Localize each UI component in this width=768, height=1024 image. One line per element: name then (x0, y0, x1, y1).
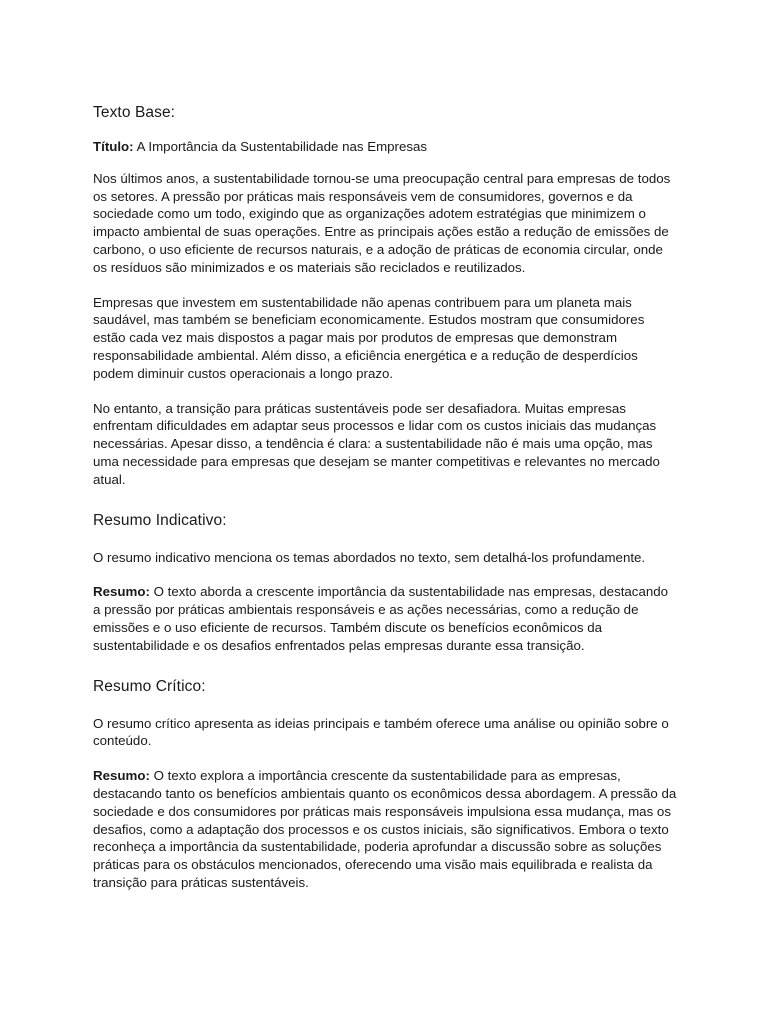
titulo-text: A Importância da Sustentabilidade nas Empresas (133, 139, 428, 154)
resumo-indicativo-heading: Resumo Indicativo: (93, 511, 227, 529)
titulo-line (93, 138, 677, 156)
resumo-critico-description: O resumo crítico apresenta as ideias principais e também oferece uma análise ou opinião sobre o conteúdo. (93, 715, 669, 749)
document-page (93, 104, 677, 892)
resumo-critico-section (93, 678, 677, 892)
texto-base-paragraph-3: No entanto, a transição para práticas sustentáveis pode ser desafiadora. Muitas empresas enfrentam dificuldades em adaptar seus processos e lidar com os custos iniciais das mudanças necessárias. Apesar disso, a tendência é clara: a sustentabilidade não é mais uma opção, mas uma necessidade para empresas que desejam se manter competitivas e relevantes no mercado atual. (93, 400, 660, 487)
resumo-critico-label: Resumo: (93, 768, 150, 784)
resumo-critico-summary (93, 767, 677, 892)
resumo-indicativo-section (93, 512, 677, 655)
texto-base-paragraph-2: Empresas que investem em sustentabilidade não apenas contribuem para um planeta mais saudável, mas também se beneficiam economicamente. Estudos mostram que consumidores estão cada vez mais dispostos a pagar mais por produtos de empresas que demonstram responsabilidade ambiental. Além disso, a eficiência energética e a redução de desperdícios podem diminuir custos operacionais a longo prazo. (93, 294, 645, 381)
titulo-label: Título: (93, 139, 134, 154)
resumo-indicativo-text: O texto aborda a crescente importância da sustentabilidade nas empresas, destacando a pressão por práticas ambientais responsáveis e as ações necessárias, como a redução de emissões e o uso eficiente de recursos. Também discute os benefícios econômicos da sustentabilidade e os desafios enfrentados pelas empresas durante essa transição. (93, 584, 669, 653)
texto-base-paragraph-1: Nos últimos anos, a sustentabilidade tornou-se uma preocupação central para empresas de todos os setores. A pressão por práticas mais responsáveis vem de consumidores, governos e da sociedade como um todo, exigindo que as organizações adotem estratégias que minimizem o impacto ambiental de suas operações. Entre as principais ações estão a redução de emissões de carbono, o uso eficiente de recursos naturais, e a adoção de práticas de economia circular, onde os resíduos são minimizados e os materiais são reciclados e reutilizados. (93, 170, 671, 275)
resumo-critico-heading: Resumo Crítico: (93, 677, 206, 695)
resumo-indicativo-summary (93, 583, 677, 654)
resumo-critico-text: O texto explora a importância crescente da sustentabilidade para as empresas, destacando tanto os benefícios ambientais quanto os econômicos dessa abordagem. A pressão da sociedade e dos consumidores por práticas mais responsáveis impulsiona essa mudança, mas os desafios, como a adaptação dos processos e os custos iniciais, são significativos. Embora o texto reconheça a importância da sustentabilidade, poderia aprofundar a discussão sobre as soluções práticas para os obstáculos mencionados, oferecendo uma visão mais equilibrada e realista da transição para práticas sustentáveis. (93, 768, 677, 890)
texto-base-heading: Texto Base: (93, 104, 176, 121)
texto-base-section (93, 104, 677, 489)
resumo-indicativo-label: Resumo: (93, 584, 150, 600)
resumo-indicativo-description: O resumo indicativo menciona os temas abordados no texto, sem detalhá-los profundamente. (93, 549, 646, 565)
